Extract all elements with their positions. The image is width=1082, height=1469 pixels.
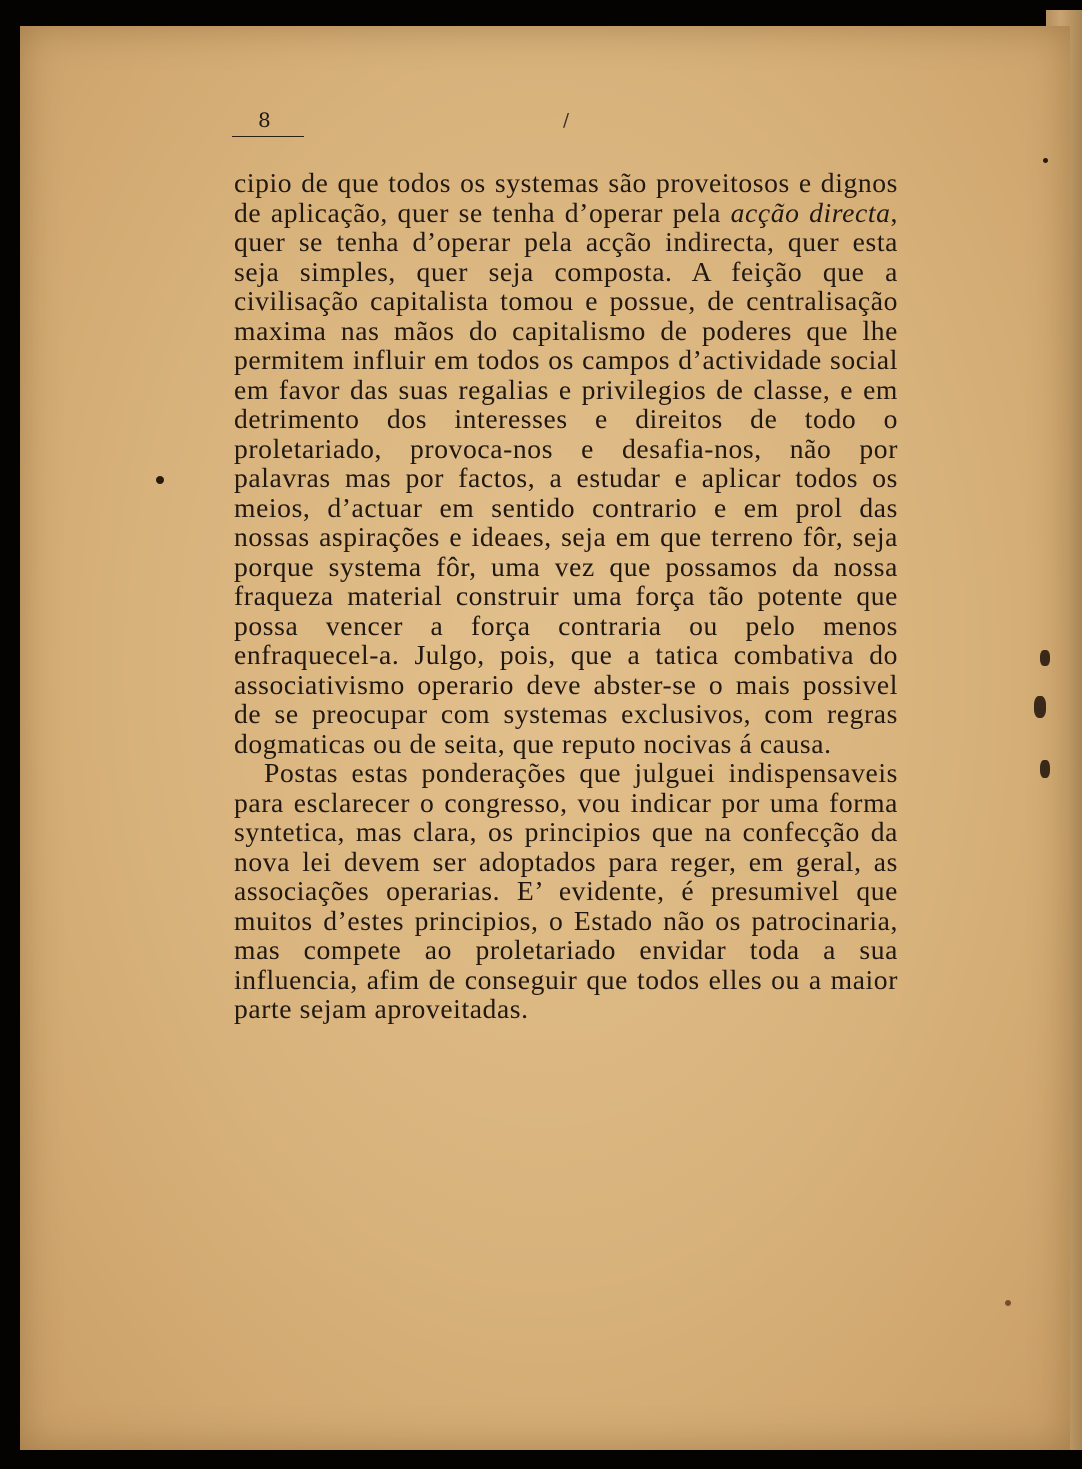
italic-phrase: acção directa: [730, 196, 891, 228]
page-number: 8: [258, 108, 271, 132]
paragraph-1-rest: , quer se tenha d’operar pela acção indirecta, quer esta seja simples, quer seja composta. A feição que a civilisação capitalista tomou e possue, de centralisação maxima nas mãos do capitalismo de poderes que lhe permitem influir em todos os campos d’actividade social em favor das suas regalias e privilegios de classe, e em detrimento dos interesses e direitos de todo o proletariado, provoca-nos e desafia-nos, não por palavras mas por factos, a estudar e aplicar todos os meios, d’actuar em sentido contrario e em prol das nossas aspirações e ideaes, seja em que terreno fôr, seja porque systema fôr, uma vez que possamos da nossa fraqueza material construir uma força tão potente que possa vencer a força contraria ou pelo menos enfraquecel-a. Julgo, pois, que a tatica combativa do associativismo operario deve abster-se o mais possivel de se preocupar com systemas exclusivos, com regras dogmaticas ou de seita, que reputo nocivas á causa.: [234, 196, 898, 759]
body-text: [234, 168, 898, 1024]
edge-stain: [1034, 696, 1046, 718]
edge-stain: [1040, 760, 1050, 778]
ink-dot: [156, 476, 164, 484]
ink-dot: [1005, 1300, 1011, 1306]
paragraph-1-start: cipio de que todos os systemas são proveitosos e dignos de aplicação, quer se tenha d’operar pela: [234, 167, 898, 228]
paragraph-1: [234, 168, 898, 758]
paragraph-2: Postas estas ponderações que julguei indispensaveis para esclarecer o congresso, vou indicar por uma forma syntetica, mas clara, os principios que na confecção da nova lei devem ser adoptados para reger, em geral, as associações operarias. E’ evidente, é presumivel que muitos d’estes principios, o Estado não os patrocinaria, mas compete ao proletariado envidar toda a sua influencia, afim de conseguir que todos elles ou a maior parte sejam aproveitadas.: [234, 757, 898, 1024]
edge-stain: [1040, 650, 1050, 666]
page-number-rule: [232, 136, 304, 137]
ink-dot: [1043, 158, 1048, 163]
stray-mark: /: [563, 110, 570, 131]
